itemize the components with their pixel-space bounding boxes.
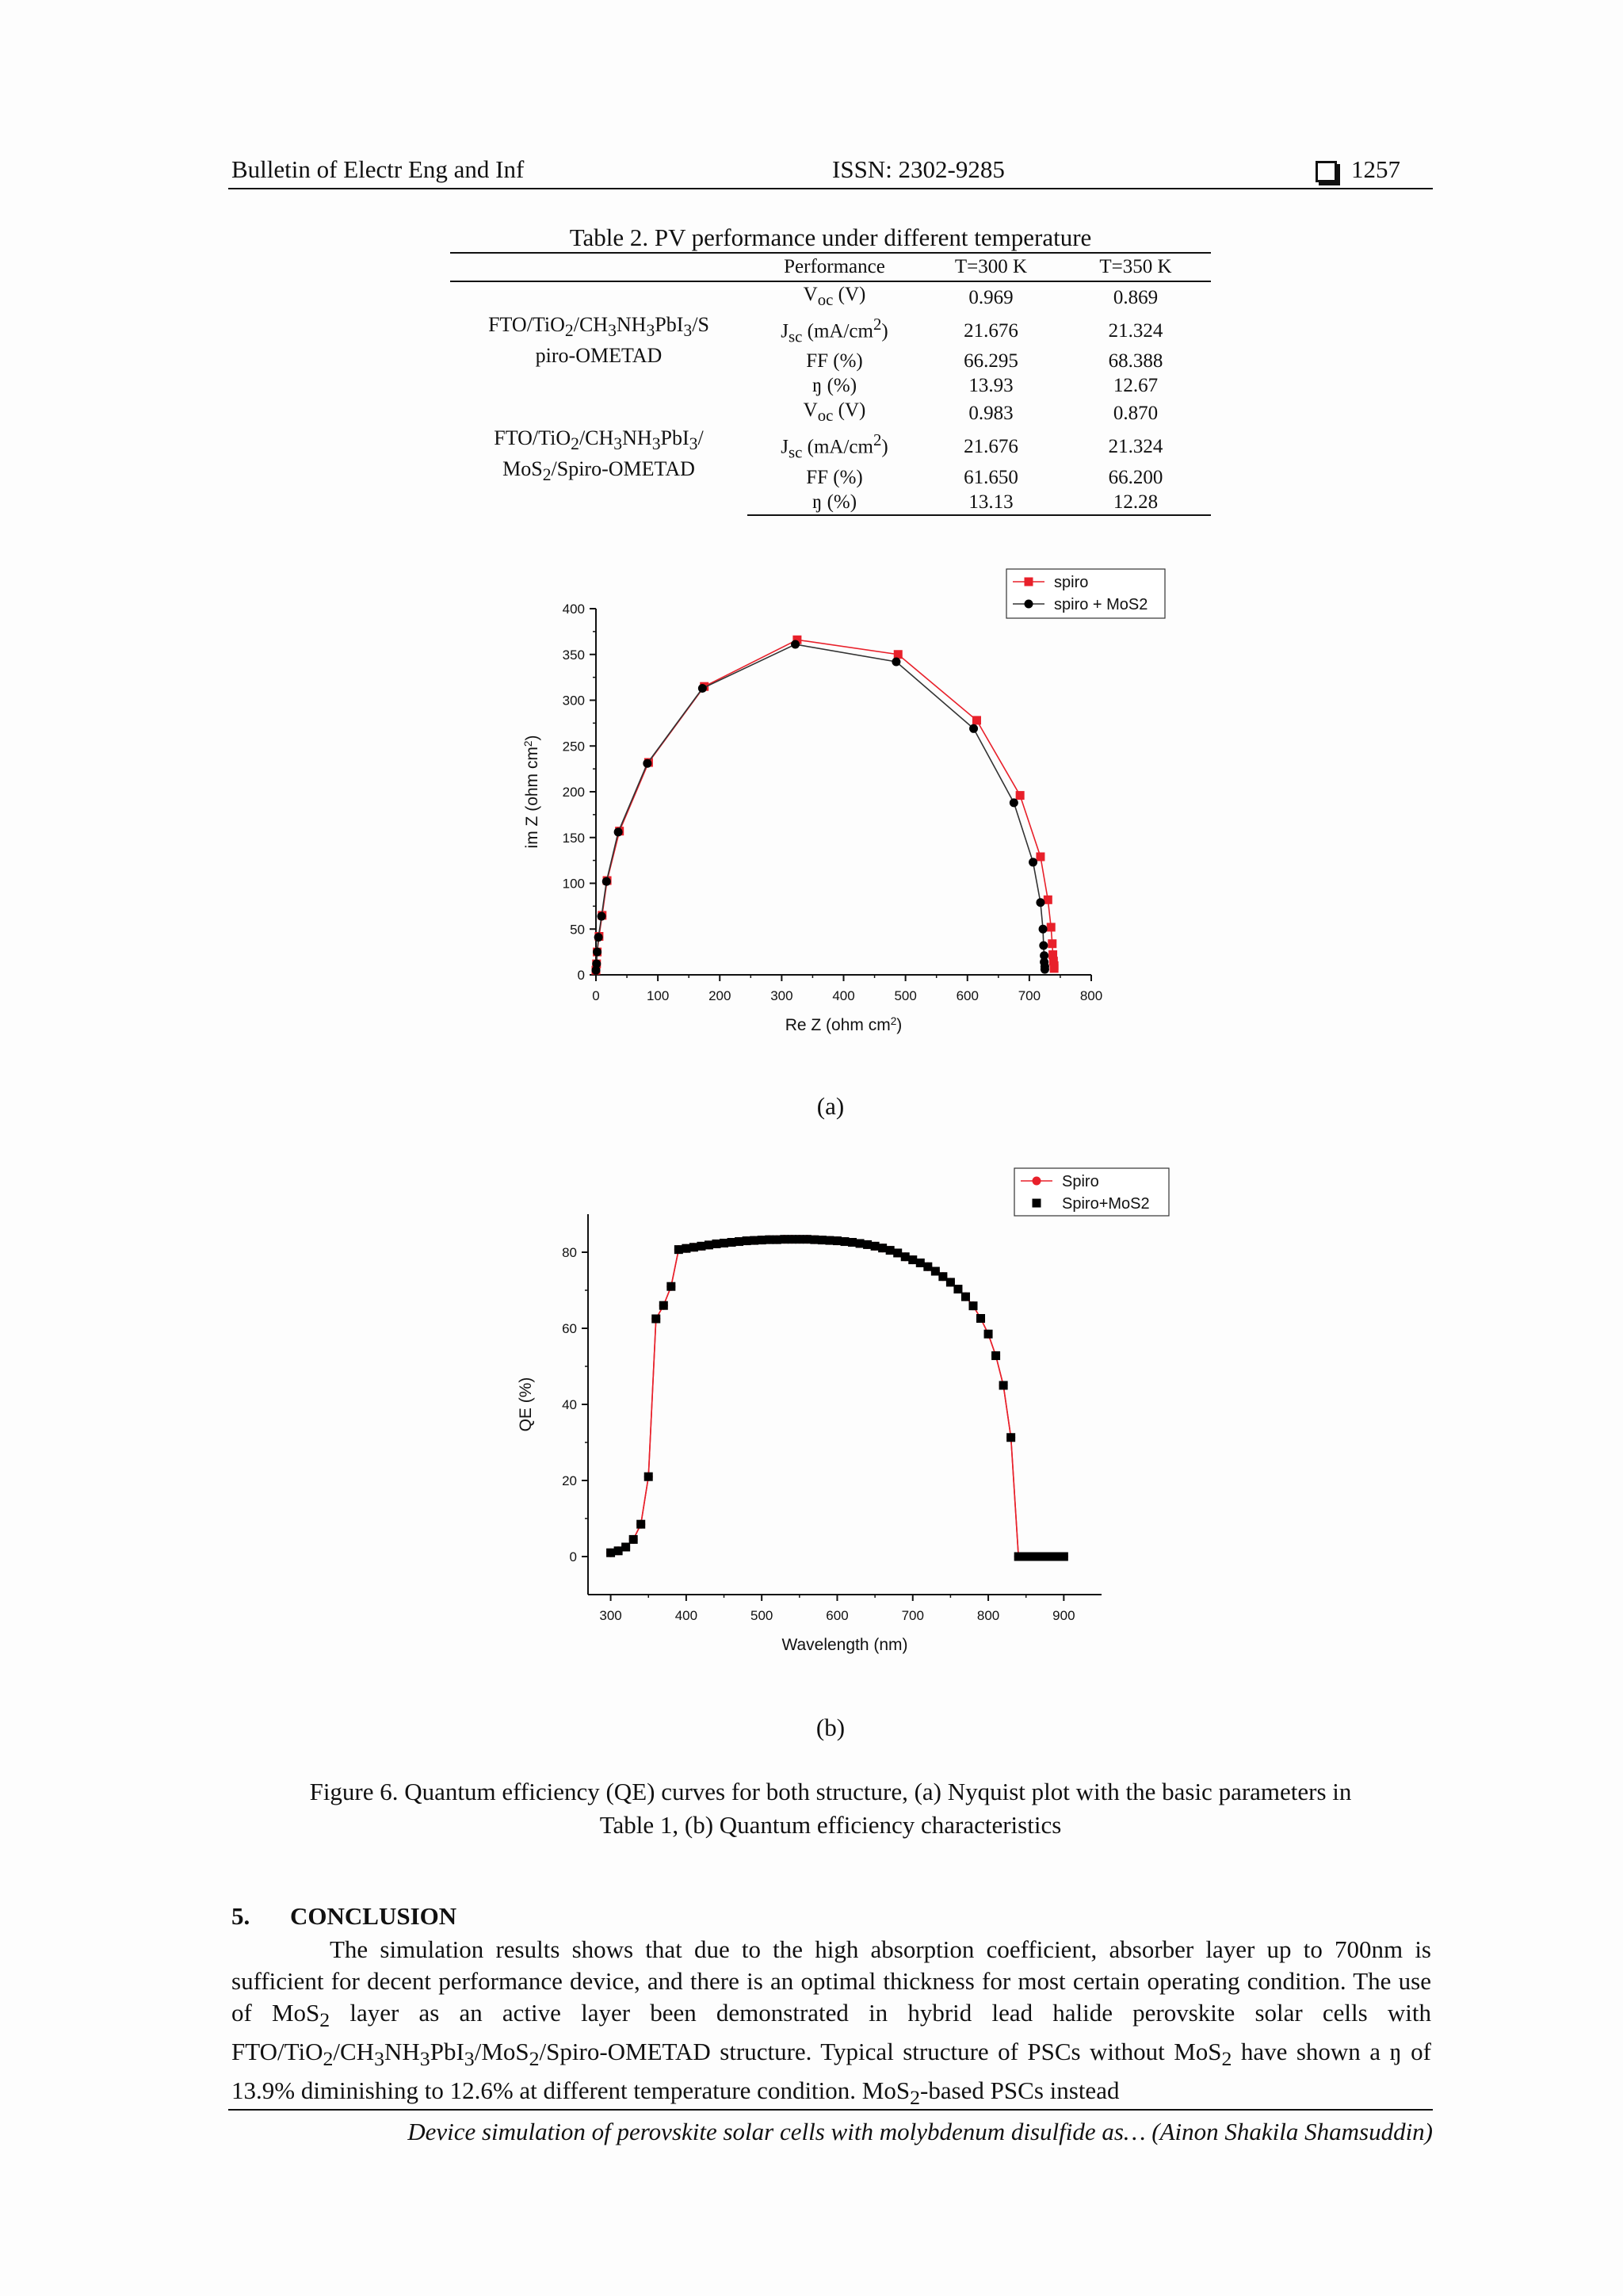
data-point [1050, 964, 1059, 972]
x-tick-label: 500 [750, 1608, 773, 1623]
data-point [606, 1549, 615, 1557]
pv-performance-table [450, 252, 1211, 516]
t350-cell: 0.870 [1113, 402, 1159, 424]
page-number: 1257 [1351, 155, 1400, 183]
data-point [1029, 1553, 1038, 1561]
data-point [629, 1535, 638, 1544]
data-point [1039, 925, 1048, 934]
x-tick-label: 700 [901, 1608, 924, 1623]
data-point [765, 1236, 773, 1244]
data-point [825, 1236, 834, 1245]
section-number: 5. [231, 1902, 250, 1930]
y-tick-label: 60 [562, 1321, 577, 1336]
x-tick-label: 600 [826, 1608, 849, 1623]
y-tick-label: 20 [562, 1473, 577, 1488]
data-point [698, 684, 707, 693]
caption-line-2: Table 1, (b) Quantum efficiency characteristics [599, 1811, 1062, 1839]
data-point [984, 1330, 993, 1339]
data-point [1037, 1553, 1045, 1561]
t350-cell: 66.200 [1108, 466, 1163, 488]
x-tick-label: 300 [770, 988, 793, 1003]
data-point [795, 1235, 804, 1244]
t300-cell: 13.13 [922, 490, 1060, 515]
y-tick-label: 40 [562, 1397, 577, 1412]
x-tick-label: 400 [674, 1608, 698, 1623]
data-point [946, 1278, 955, 1286]
table-header-t300: T=300 K [922, 253, 1060, 281]
nyquist-plot [507, 563, 1173, 1046]
data-point [1060, 1553, 1068, 1561]
param-cell: $V_{oc}$ (V) [803, 399, 866, 426]
section-heading [231, 1902, 456, 1931]
data-point [636, 1520, 645, 1529]
param-cell: $V_{oc}$ (V) [803, 284, 866, 309]
y-tick-label: 150 [562, 830, 585, 846]
data-point [1039, 942, 1048, 950]
y-tick-label: 300 [562, 693, 585, 709]
data-point [743, 1236, 751, 1245]
table-header-t350: T=350 K [1060, 253, 1211, 281]
data-point [727, 1238, 736, 1247]
data-point [1041, 965, 1049, 974]
data-point [931, 1267, 940, 1276]
data-point [788, 1235, 796, 1244]
legend-label: Spiro [1062, 1173, 1099, 1190]
y-tick-label: 80 [562, 1245, 577, 1260]
x-tick-label: 500 [894, 988, 917, 1003]
data-point [614, 827, 623, 836]
data-point [892, 657, 900, 666]
table-header-row [450, 253, 1211, 281]
y-tick-label: 100 [562, 876, 585, 892]
panel-label-b: (b) [815, 1713, 846, 1741]
data-point [856, 1239, 865, 1247]
data-point [1048, 939, 1056, 948]
x-tick-label: 800 [976, 1608, 1000, 1623]
param-cell: ŋ (%) [812, 375, 857, 397]
legend-label: spiro [1054, 574, 1089, 591]
data-point [592, 960, 601, 968]
legend-marker [1025, 600, 1033, 609]
data-point [689, 1243, 698, 1251]
t300-cell: 21.676 [964, 435, 1018, 457]
data-point [908, 1255, 917, 1264]
data-point [1006, 1433, 1015, 1442]
data-point [976, 1314, 985, 1323]
x-tick-label: 300 [599, 1608, 622, 1623]
data-point [780, 1235, 789, 1244]
t300-cell: 0.983 [968, 402, 1014, 424]
x-tick-label: 400 [832, 988, 855, 1003]
t300-cell: 0.969 [968, 286, 1014, 308]
param-cell: $J_{sc}$ $(mA/cm^2)$ [781, 430, 888, 462]
data-point [863, 1240, 872, 1249]
data-point [791, 640, 800, 649]
data-point [651, 1315, 660, 1324]
data-point [1036, 853, 1044, 861]
header-rule [228, 188, 1433, 189]
running-header-issn: ISSN: 2302-9285 [832, 155, 1005, 183]
data-point [953, 1285, 962, 1293]
data-point [735, 1237, 743, 1246]
data-point [674, 1245, 683, 1254]
data-point [758, 1236, 766, 1244]
data-point [901, 1252, 910, 1261]
data-point [659, 1301, 668, 1310]
legend-marker [1033, 1199, 1041, 1208]
data-point [1036, 898, 1044, 907]
data-point [593, 948, 601, 957]
data-point [712, 1240, 721, 1248]
data-point [1044, 896, 1052, 904]
structure-cell: FTO/$TiO_2/CH_3NH_3PbI_3/$ MoS$_2$/Spiro-OMETAD [494, 426, 704, 485]
section-title: CONCLUSION [290, 1902, 457, 1930]
x-axis-label: Re Z (ohm $cm^2$) [785, 1014, 903, 1034]
data-point [894, 650, 903, 659]
legend-label: Spiro+MoS2 [1062, 1195, 1150, 1213]
legend-marker [1033, 1177, 1041, 1186]
checkbox-icon [1316, 161, 1337, 182]
data-point [644, 1473, 653, 1481]
t350-cell: 21.324 [1108, 435, 1163, 457]
legend-label: spiro + MoS2 [1054, 596, 1148, 613]
y-tick-label: 250 [562, 739, 585, 755]
param-cell: FF (%) [806, 350, 863, 372]
x-tick-label: 0 [592, 988, 600, 1003]
t300-cell: 61.650 [964, 466, 1018, 488]
y-axis-label: QE (%) [517, 1377, 535, 1432]
data-point [1047, 923, 1056, 931]
caption-line-1: Figure 6. Quantum efficiency (QE) curves for both structure, (a) Nyquist plot with the basic parameters in [309, 1778, 1352, 1805]
data-point [1010, 798, 1018, 807]
data-point [938, 1272, 947, 1281]
data-point [871, 1242, 880, 1251]
table-row [450, 398, 1211, 428]
data-point [750, 1236, 758, 1245]
t350-cell: 12.28 [1060, 490, 1211, 515]
series-1 [606, 1235, 1068, 1561]
data-point [1029, 858, 1037, 866]
t350-cell: 0.869 [1113, 286, 1159, 308]
t300-cell: 13.93 [968, 375, 1014, 397]
x-tick-label: 200 [708, 988, 731, 1003]
t300-cell: 21.676 [964, 319, 1018, 342]
y-tick-label: 50 [570, 922, 585, 938]
series-line [611, 1240, 1064, 1557]
conclusion-body [231, 1934, 1431, 2115]
data-point [602, 877, 611, 886]
data-point [972, 716, 981, 724]
x-tick-label: 600 [956, 988, 979, 1003]
data-point [818, 1236, 827, 1244]
data-point [682, 1244, 690, 1253]
x-tick-label: 900 [1052, 1608, 1075, 1623]
data-point [1044, 1553, 1053, 1561]
param-cell: FF (%) [806, 466, 863, 488]
data-point [810, 1236, 819, 1244]
y-tick-label: 0 [569, 1549, 577, 1564]
data-point [803, 1235, 812, 1244]
series-0 [592, 636, 1059, 975]
data-point [614, 1546, 623, 1555]
t300-cell: 66.295 [964, 350, 1018, 372]
x-tick-label: 100 [646, 988, 670, 1003]
data-point [833, 1236, 842, 1245]
data-point [643, 759, 651, 768]
figure-caption [228, 1775, 1433, 1842]
param-cell: ŋ (%) [747, 490, 922, 515]
data-point [773, 1236, 781, 1244]
data-point [1014, 1553, 1023, 1561]
running-footer: Device simulation of perovskite solar cells with molybdenum disulfide as… (Ainon Shakila Shamsuddin) [407, 2118, 1433, 2145]
data-point [598, 912, 606, 921]
structure-cell: FTO/$TiO_2/CH_3NH_3PbI_3/S$ piro-OMETAD [488, 313, 709, 368]
data-point [886, 1246, 895, 1255]
data-point [878, 1244, 887, 1252]
t350-cell: 21.324 [1108, 319, 1163, 342]
conclusion-paragraph: The simulation results shows that due to the high absorption coefficient, absorber layer up to 700nm is sufficient for decent performance device, and there is an optimal thickness for most certain operating condition. The use of MoS$_2$ layer as an active layer been demonstrated in hybrid lead halide perovskite solar cells with FTO/$TiO_2/CH_3NH_3PbI_3/MoS_2/Spiro$-OMETAD structure. Typical structure of PSCs without MoS$_2$ have shown a ŋ of 13.9% diminishing to 12.6% at different temperature condition. MoS$_2$-based PSCs instead [231, 1935, 1431, 2110]
data-point [893, 1248, 902, 1257]
data-point [848, 1238, 857, 1247]
x-axis-label: Wavelength (nm) [781, 1636, 908, 1654]
data-point [705, 1240, 713, 1249]
data-point [999, 1381, 1008, 1390]
data-point [969, 1301, 978, 1310]
data-point [923, 1263, 932, 1271]
data-point [621, 1543, 630, 1552]
data-point [720, 1239, 728, 1247]
x-tick-label: 800 [1079, 988, 1103, 1003]
table-row [450, 281, 1211, 312]
t350-cell: 68.388 [1108, 350, 1163, 372]
y-tick-label: 0 [577, 968, 585, 983]
data-point [991, 1351, 1000, 1360]
table-header-empty [450, 253, 747, 281]
data-point [961, 1293, 970, 1301]
series-line [611, 1240, 1064, 1557]
series-0 [606, 1235, 1068, 1561]
data-point [594, 933, 603, 942]
running-header-journal: Bulletin of Electr Eng and Inf [231, 155, 525, 183]
data-point [666, 1282, 675, 1291]
legend-marker [1025, 578, 1033, 586]
y-tick-label: 400 [562, 602, 585, 617]
table-title: Table 2. PV performance under different temperature [569, 223, 1092, 251]
series-1 [592, 640, 1049, 975]
data-point [841, 1237, 850, 1246]
data-point [1022, 1553, 1030, 1561]
data-point [916, 1259, 925, 1267]
data-point [1016, 791, 1025, 800]
running-header-page [1316, 155, 1400, 184]
panel-label-a: (a) [816, 1092, 845, 1120]
y-tick-label: 350 [562, 647, 585, 663]
y-axis-label: im Z (ohm $cm^2$) [521, 735, 541, 849]
data-point [969, 724, 978, 733]
param-cell: $J_{sc}$ $(mA/cm^2)$ [781, 315, 888, 346]
series-line [596, 640, 1054, 970]
t350-cell: 12.67 [1113, 375, 1159, 397]
data-point [697, 1242, 705, 1251]
footer-rule [228, 2109, 1433, 2111]
table-header-performance: Performance [747, 253, 922, 281]
series-line [596, 644, 1044, 970]
x-tick-label: 700 [1018, 988, 1041, 1003]
y-tick-label: 200 [562, 785, 585, 800]
qe-plot [499, 1157, 1181, 1672]
data-point [1052, 1553, 1060, 1561]
